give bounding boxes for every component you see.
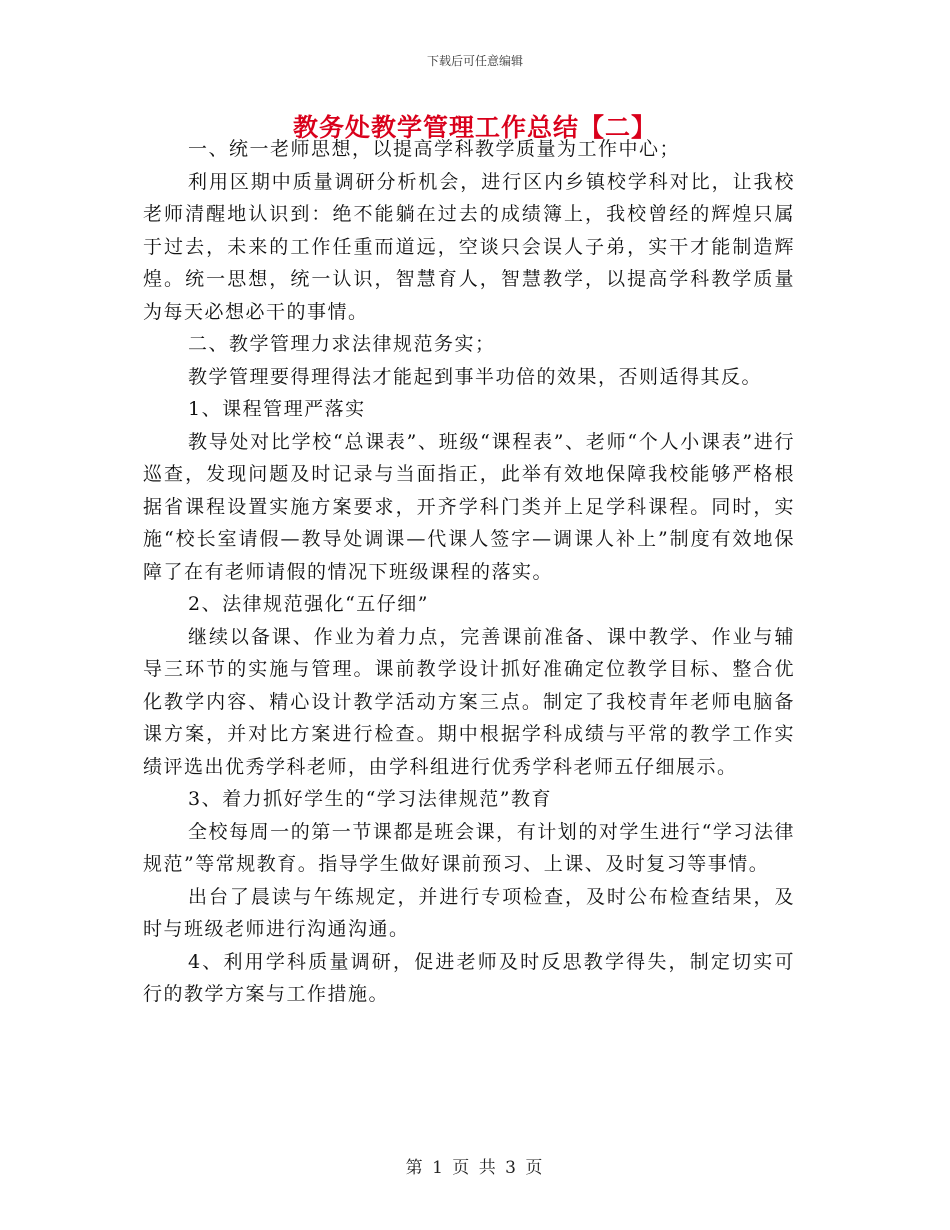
paragraph: 利用区期中质量调研分析机会，进行区内乡镇校学科对比，让我校老师清醒地认识到：绝不能躺在过去的成绩簿上，我校曾经的辉煌只属于过去，未来的工作任重而道远，空谈只会误人子弟，实干才能制造辉煌。统一思想，统一认识，智慧育人，智慧教学，以提高学科教学质量为每天必想必干的事情。: [143, 170, 795, 323]
paragraph: 出台了晨读与午练规定，并进行专项检查，及时公布检查结果，及时与班级老师进行沟通沟通。: [143, 885, 795, 940]
paragraph: 3、着力抓好学生的“学习法律规范”教育: [188, 788, 553, 810]
paragraph: 全校每周一的第一节课都是班会课，有计划的对学生进行“学习法律规范”等常规教育。指导学生做好课前预习、上课、及时复习等事情。: [143, 820, 795, 875]
paragraph: 1、课程管理严落实: [188, 398, 366, 420]
paragraph: 一、统一老师思想，以提高学科教学质量为工作中心；: [188, 138, 681, 160]
paragraph: 继续以备课、作业为着力点，完善课前准备、课中教学、作业与辅导三环节的实施与管理。课前教学设计抓好准确定位教学目标、整合优化教学内容、精心设计教学活动方案三点。制定了我校青年老师电脑备课方案，并对比方案进行检查。期中根据学科成绩与平常的教学工作实绩评选出优秀学科老师，由学科组进行优秀学科老师五仔细展示。: [143, 625, 795, 778]
document-body: [143, 133, 795, 1011]
paragraph: 教导处对比学校“总课表”、班级“课程表”、老师“个人小课表”进行巡查，发现问题及时记录与当面指正，此举有效地保障我校能够严格根据省课程设置实施方案要求，开齐学科门类并上足学科课程。同时，实施“校长室请假—教导处调课—代课人签字—调课人补上”制度有效地保障了在有老师请假的情况下班级课程的落实。: [143, 430, 795, 583]
paragraph: 教学管理要得理得法才能起到事半功倍的效果，否则适得其反。: [188, 365, 763, 388]
paragraph: 2、法律规范强化“五仔细”: [188, 593, 430, 615]
paragraph: 4、利用学科质量调研，促进老师及时反思教学得失，制定切实可行的教学方案与工作措施。: [143, 950, 795, 1005]
page-number-footer: 第 1 页 共 3 页: [405, 1158, 545, 1178]
page-title: 教务处教学管理工作总结【二】: [292, 113, 657, 142]
paragraph: 二、教学管理力求法律规范务实；: [188, 333, 496, 355]
header-note: 下载后可任意编辑: [426, 54, 523, 68]
